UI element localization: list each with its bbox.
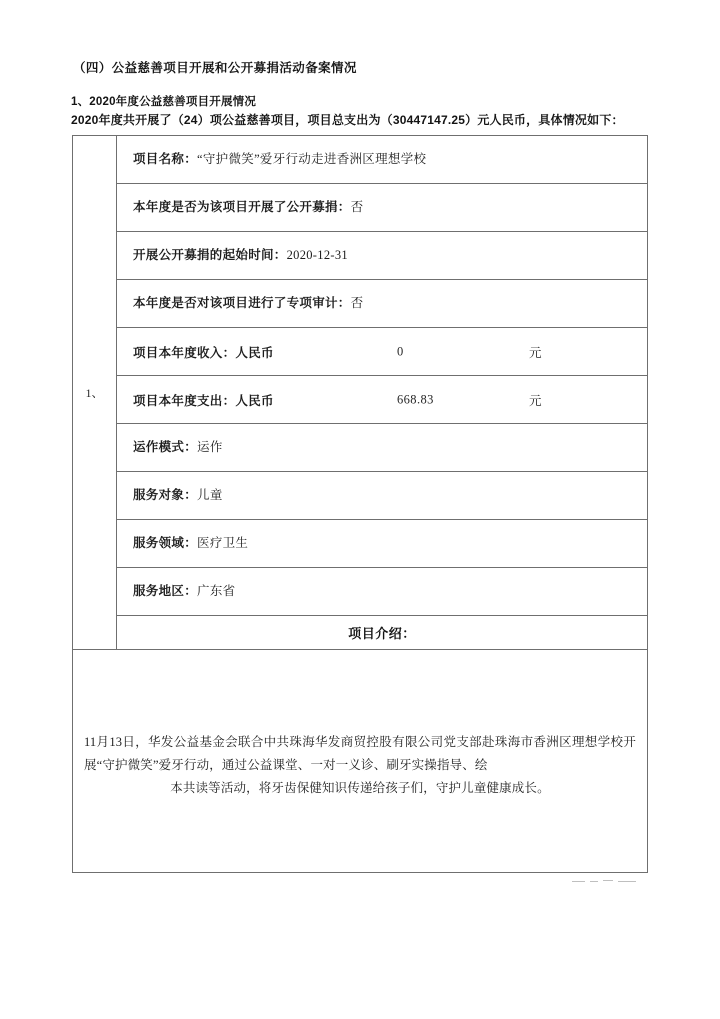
intro-line-3: 本共读等活动，将牙齿保健知识传递给孩子们，守护儿童健康成长。 (170, 781, 550, 796)
income-amount: 0 (397, 344, 404, 358)
field-label: 服务对象： (133, 488, 198, 503)
scan-artifact (618, 881, 636, 882)
field-project-name (117, 136, 648, 184)
field-public-fundraising (117, 184, 648, 232)
summary-statement: 2020年度共开展了（24）项公益慈善项目，项目总支出为（30447147.25）元人民币，具体情况如下： (71, 113, 624, 127)
scan-artifact (590, 881, 598, 882)
table-row (73, 424, 648, 472)
project-intro-title: 项目介绍： (117, 616, 648, 650)
field-project-income (117, 328, 648, 376)
table-row (73, 376, 648, 424)
field-operation-mode (117, 424, 648, 472)
table-row (73, 328, 648, 376)
field-value: 运作 (197, 440, 223, 455)
field-label: 开展公开募捐的起始时间： (133, 248, 287, 263)
intro-line-2: 理想学校开展“守护微笑”爱牙行动，通过公益课堂、一对一义诊、刷牙实操指导、绘 (84, 734, 636, 772)
income-label: 项目本年度收入：人民币 (133, 345, 274, 360)
row-index-cell: 1、 (73, 136, 117, 650)
field-value: 广东省 (197, 584, 236, 599)
scan-artifact (572, 881, 585, 882)
field-project-expenditure (117, 376, 648, 424)
field-fundraising-start-date (117, 232, 648, 280)
table-row (73, 184, 648, 232)
income-unit: 元 (529, 345, 542, 360)
table-row (73, 568, 648, 616)
field-value: 2020-12-31 (286, 248, 348, 263)
project-intro-body (73, 650, 648, 873)
table-row (73, 472, 648, 520)
field-label: 本年度是否为该项目开展了公开募捐： (133, 200, 351, 215)
project-intro-paragraph (84, 731, 636, 800)
scan-artifact (603, 880, 613, 881)
field-label: 运作模式： (133, 440, 198, 455)
field-special-audit (117, 280, 648, 328)
field-service-area-domain (117, 520, 648, 568)
field-value: 医疗卫生 (197, 536, 249, 551)
field-value: 否 (350, 200, 364, 215)
field-value: 否 (350, 296, 364, 311)
field-value: 儿童 (197, 488, 223, 503)
intro-line-1: 11月13日，华发公益基金会联合中共珠海华发商贸控股有限公司党支部赴珠海市香洲区 (84, 734, 572, 749)
field-label: 服务领域： (133, 536, 198, 551)
field-label: 本年度是否对该项目进行了专项审计： (133, 296, 351, 311)
table-row (73, 280, 648, 328)
table-row (73, 650, 648, 873)
subsection-heading: 1、2020年度公益慈善项目开展情况 (71, 96, 257, 108)
table-row (73, 136, 648, 184)
field-label: 项目名称： (133, 152, 198, 167)
table-row (73, 616, 648, 650)
field-value: “守护微笑”爱牙行动走进香洲区理想学校 (197, 152, 427, 167)
field-service-target (117, 472, 648, 520)
expenditure-unit: 元 (529, 393, 542, 408)
table-row (73, 232, 648, 280)
project-detail-table (72, 135, 648, 873)
field-label: 服务地区： (133, 584, 198, 599)
table-row (73, 520, 648, 568)
section-heading: （四）公益慈善项目开展和公开募捐活动备案情况 (73, 61, 357, 75)
expenditure-label: 项目本年度支出：人民币 (133, 393, 274, 408)
field-service-region (117, 568, 648, 616)
expenditure-amount: 668.83 (397, 392, 434, 406)
